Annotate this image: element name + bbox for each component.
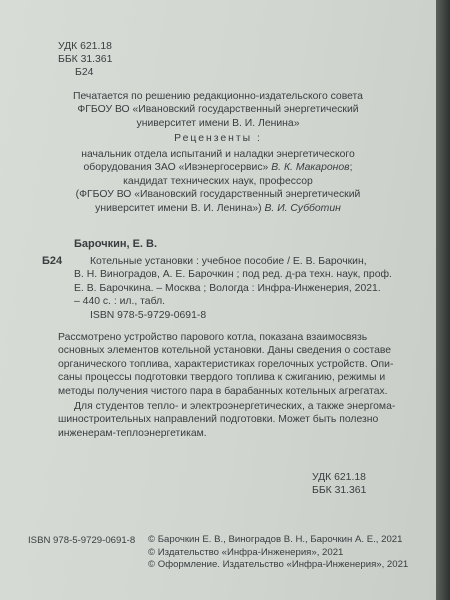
copyright-line: © Оформление. Издательство «Инфра-Инженерия», 2021 xyxy=(148,559,409,571)
publish-note-line: Печатается по решению редакционно-издательского совета xyxy=(73,91,363,102)
reviewer1-line1: начальник отдела испытаний и наладки энергетического xyxy=(81,149,355,160)
copyright-line: © Издательство «Инфра-Инженерия», 2021 xyxy=(148,546,344,558)
reviewers-block xyxy=(28,148,408,215)
udk-code-bottom: УДК 621.18 xyxy=(312,472,366,483)
copyright-block xyxy=(148,534,408,572)
audience-line: инженерам-теплоэнергетикам. xyxy=(58,427,207,439)
catalog-line: Е. В. Барочкина. – Москва ; Вологда : Инфра-Инженерия, 2021. xyxy=(74,282,381,294)
page-edge xyxy=(436,0,450,600)
reviewer2-org: университет имени В. И. Ленина») xyxy=(95,202,262,214)
abstract-line: методы получения чистого пара в барабанных котельных агрегатах. xyxy=(58,385,388,397)
abstract-line: саны процессы подготовки твердого топлива к сжиганию, режимы и xyxy=(58,372,386,384)
reviewer1-suffix: ; xyxy=(349,162,353,174)
catalog-line: В. Н. Виноградов, А. Е. Барочкин ; под ред. д-ра техн. наук, проф. xyxy=(74,269,392,281)
catalog-line: Котельные установки : учебное пособие / Е. В. Барочкин, xyxy=(90,256,367,267)
publish-note xyxy=(28,90,408,130)
author-mark-top: Б24 xyxy=(75,67,94,78)
catalog-author-heading: Барочкин, Е. В. xyxy=(74,238,158,250)
audience-text xyxy=(58,400,395,440)
reviewer2-name: В. И. Субботин xyxy=(264,202,341,214)
publish-note-line: ФГБОУ ВО «Ивановский государственный энергетический xyxy=(77,104,359,116)
udk-code-top: УДК 621.18 xyxy=(58,41,112,52)
publish-note-line: университет имени В. И. Ленина» xyxy=(136,117,300,129)
catalog-entry xyxy=(90,255,367,268)
reviewer2-line2: (ФГБОУ ВО «Ивановский государственный энергетический xyxy=(75,189,361,201)
isbn-bottom: ISBN 978-5-9729-0691-8 xyxy=(28,535,136,546)
abstract-text xyxy=(58,331,393,398)
reviewer1-name: В. К. Макаронов xyxy=(271,162,350,174)
reviewers-title: Рецензенты : xyxy=(174,133,262,144)
reviewer1-org: оборудования ЗАО «Ивэнергосервис» xyxy=(83,162,269,174)
catalog-isbn: ISBN 978-5-9729-0691-8 xyxy=(90,309,207,321)
bbk-code-top: ББК 31.361 xyxy=(58,54,113,65)
audience-line: Для студентов тепло- и электроэнергетических, а также энергома- xyxy=(74,401,396,412)
abstract-line: основных элементов котельной установки. Даны сведения о составе xyxy=(58,345,392,357)
catalog-line: – 440 с. : ил., табл. xyxy=(74,296,166,308)
catalog-entry-cont xyxy=(74,268,392,308)
reviewer2-line3 xyxy=(28,202,408,215)
abstract-line: органического топлива, характеристиках горелочных устройств. Опи- xyxy=(58,358,394,370)
copyright-line: © Барочкин Е. В., Виноградов В. Н., Барочкин А. Е., 2021 xyxy=(148,534,403,545)
abstract-line: Рассмотрено устройство парового котла, показана взаимосвязь xyxy=(58,332,368,343)
bbk-code-bottom: ББК 31.361 xyxy=(312,485,367,496)
reviewer1-line2 xyxy=(28,161,408,174)
audience-line: шиностроительных направлений подготовки. Может быть полезно xyxy=(58,414,379,426)
reviewer2-line1: кандидат технических наук, профессор xyxy=(123,175,313,187)
catalog-mark: Б24 xyxy=(42,255,63,267)
